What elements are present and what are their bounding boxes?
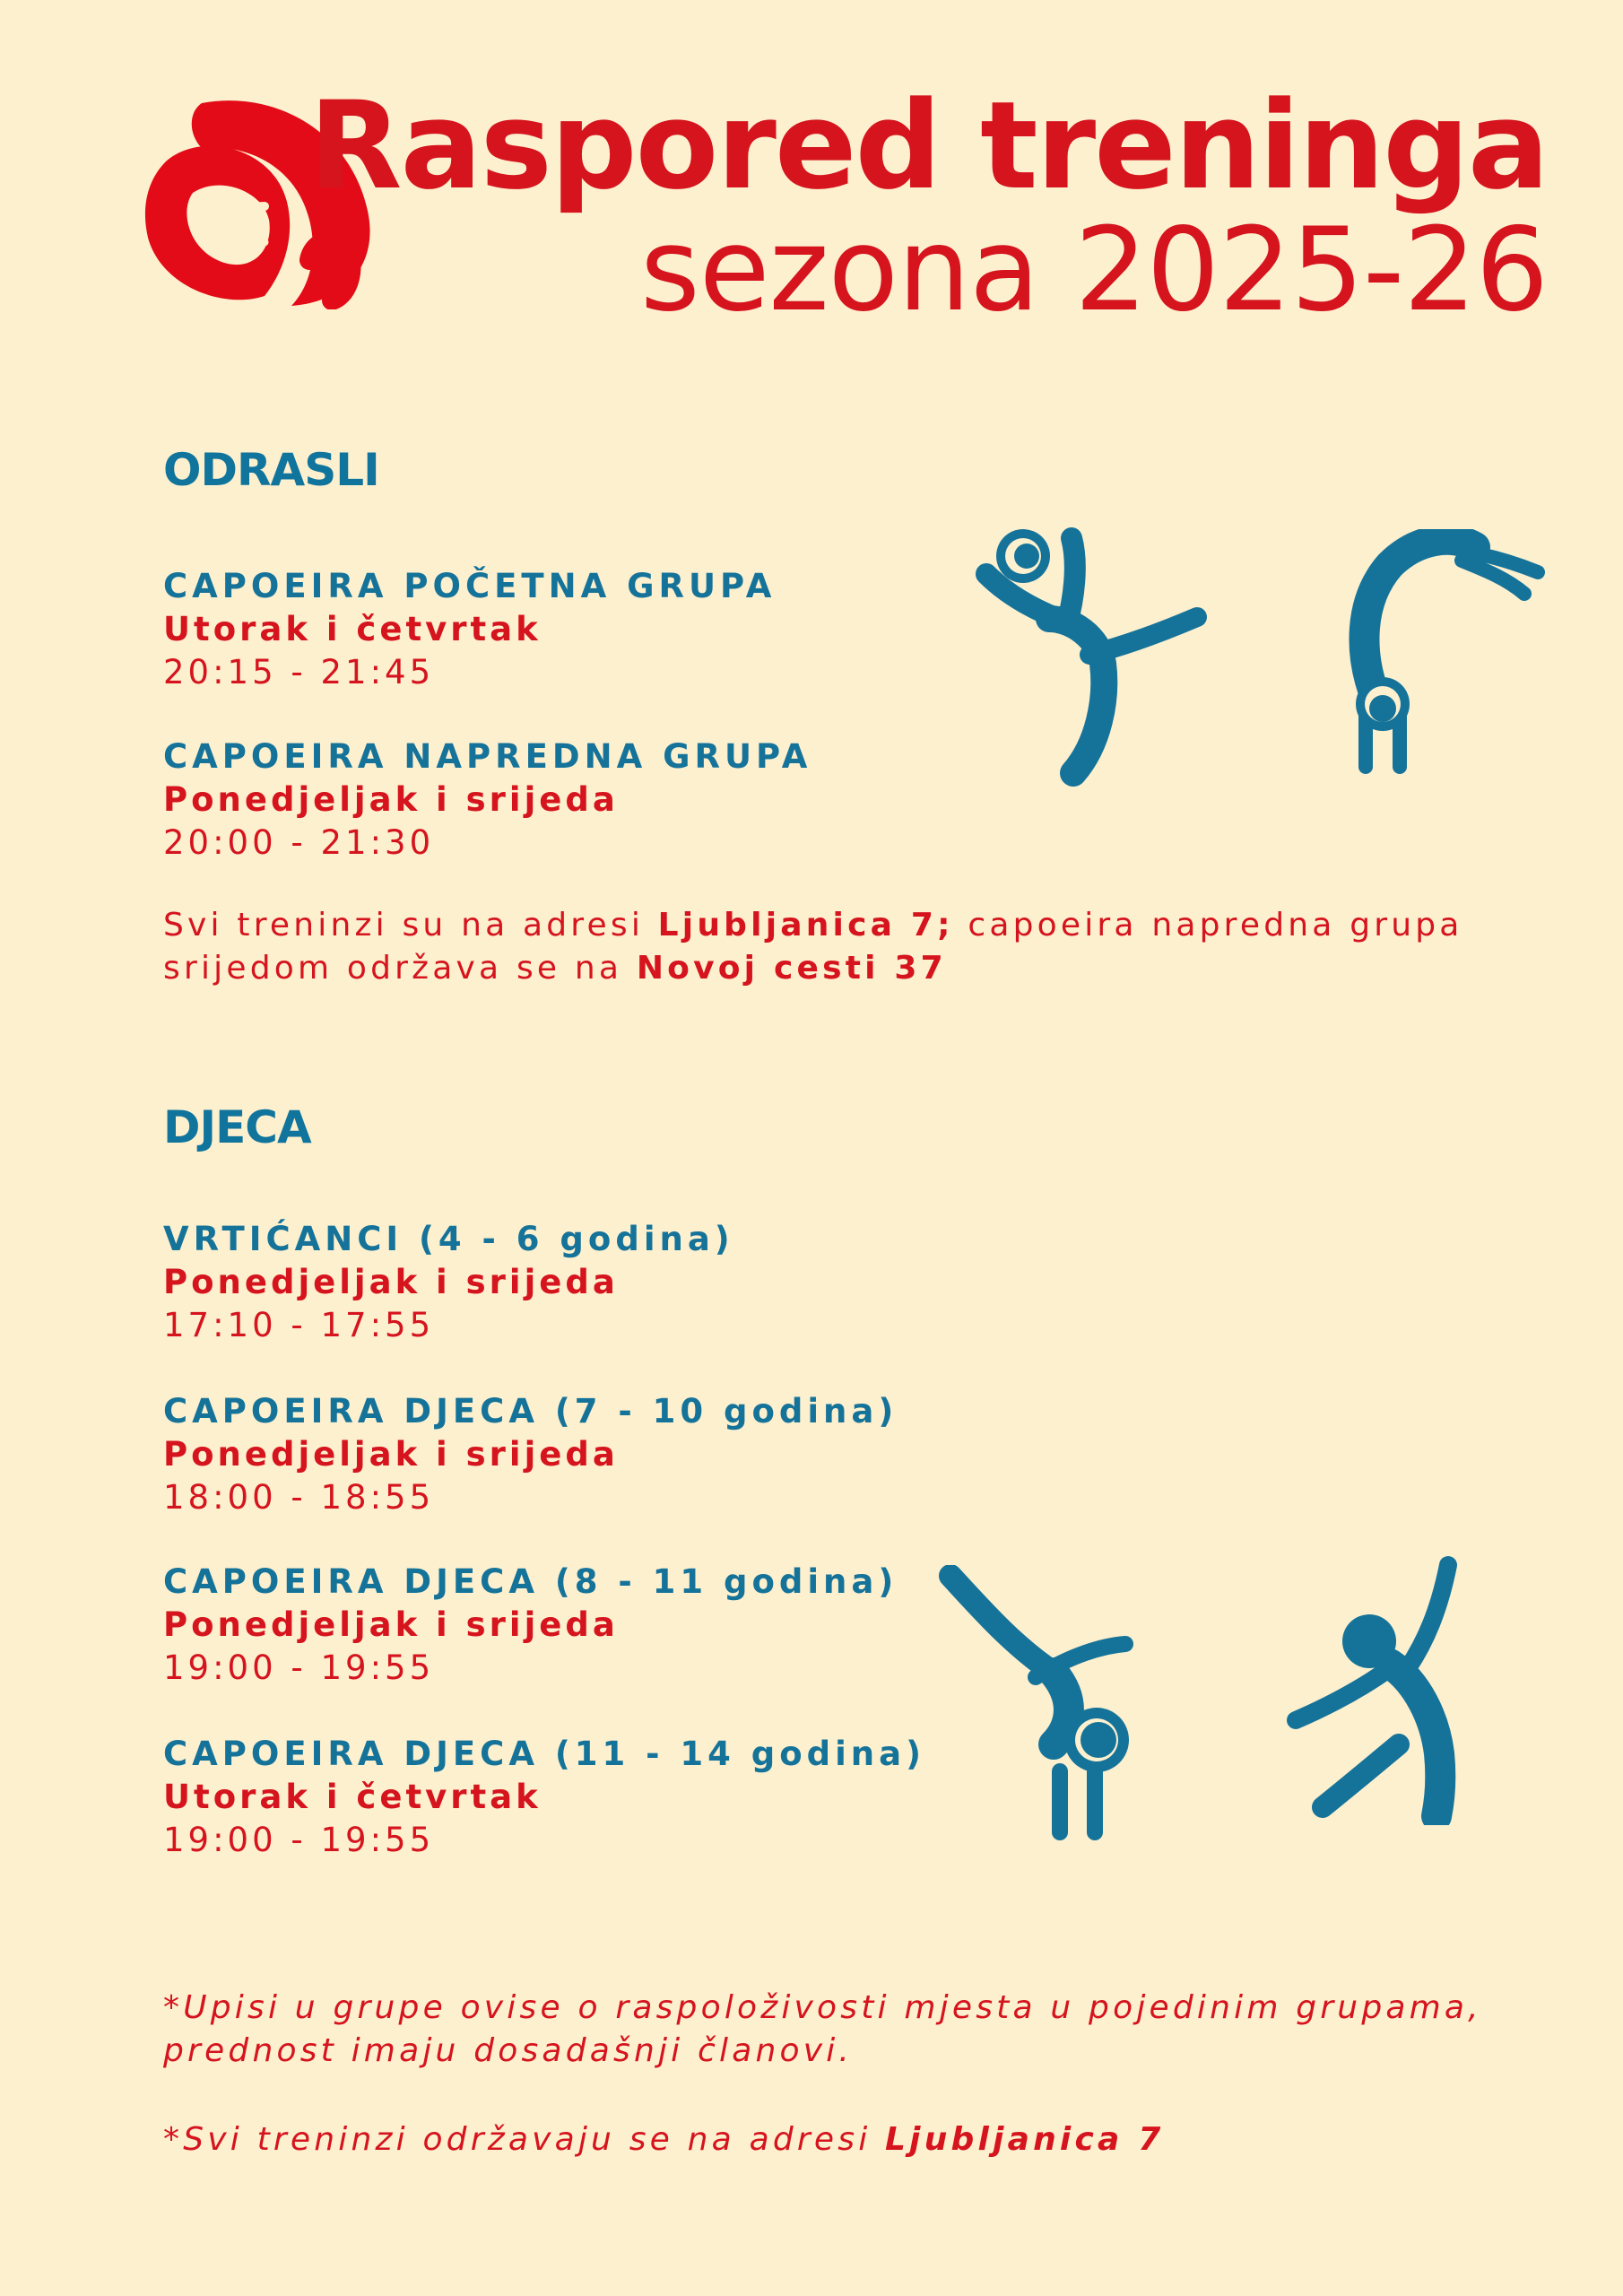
group-days: Utorak i četvrtak [163, 1778, 542, 1816]
address-footnote: *Svi treninzi održavaju se na adresi Ljubljanica 7 [163, 2121, 1165, 2158]
group-days: Ponedjeljak i srijeda [163, 1263, 619, 1301]
kids-heading: DJECA [163, 1101, 311, 1153]
kids-group-1 [163, 1218, 734, 1347]
adults-group-1 [163, 565, 776, 694]
capoeira-arch-figure-icon [1341, 529, 1547, 780]
kids-group-2 [163, 1390, 898, 1519]
page-title [308, 75, 1548, 337]
group-time: 19:00 - 19:55 [163, 1821, 435, 1859]
group-days: Ponedjeljak i srijeda [163, 1605, 619, 1644]
group-days: Ponedjeljak i srijeda [163, 1435, 619, 1474]
capoeira-cartwheel-figure-icon [937, 1565, 1139, 1843]
enrollment-note: *Upisi u grupe ovise o raspoloživosti mjesta u pojedinim grupama, prednost imaju dosadašnji članovi. [163, 1989, 1482, 2069]
group-time: 18:00 - 18:55 [163, 1478, 435, 1517]
group-name: CAPOEIRA DJECA (7 - 10 godina) [163, 1392, 898, 1431]
group-time: 20:00 - 21:30 [163, 823, 435, 862]
group-time: 19:00 - 19:55 [163, 1648, 435, 1687]
group-name: CAPOEIRA DJECA (8 - 11 godina) [163, 1562, 898, 1601]
group-time: 17:10 - 17:55 [163, 1306, 435, 1344]
group-time: 20:15 - 21:45 [163, 653, 435, 691]
group-name: CAPOEIRA POČETNA GRUPA [163, 567, 777, 605]
adults-group-2 [163, 735, 812, 865]
footer-address: Ljubljanica 7 [885, 2121, 1165, 2158]
group-name: CAPOEIRA DJECA (11 - 14 godina) [163, 1735, 926, 1773]
capoeira-dance-figure-icon [1282, 1556, 1471, 1825]
address-nova-cesta: Novoj cesti 37 [636, 950, 947, 987]
kids-group-3 [163, 1561, 898, 1690]
group-days: Ponedjeljak i srijeda [163, 780, 619, 819]
capoeira-kick-figure-icon [973, 520, 1215, 789]
group-days: Utorak i četvrtak [163, 610, 542, 648]
address-ljubljanica: Ljubljanica 7; [657, 907, 954, 944]
title-main: Raspored treninga [308, 75, 1548, 216]
kids-group-4 [163, 1733, 925, 1862]
group-name: VRTIĆANCI (4 - 6 godina) [163, 1220, 734, 1258]
adults-location-note: Svi treninzi su na adresi Ljubljanica 7; capoeira napredna grupa srijedom održava se na Novoj cesti 37 [163, 907, 1463, 987]
title-season: sezona 2025-26 [640, 204, 1548, 337]
adults-heading: ODRASLI [163, 444, 379, 496]
group-name: CAPOEIRA NAPREDNA GRUPA [163, 737, 812, 776]
